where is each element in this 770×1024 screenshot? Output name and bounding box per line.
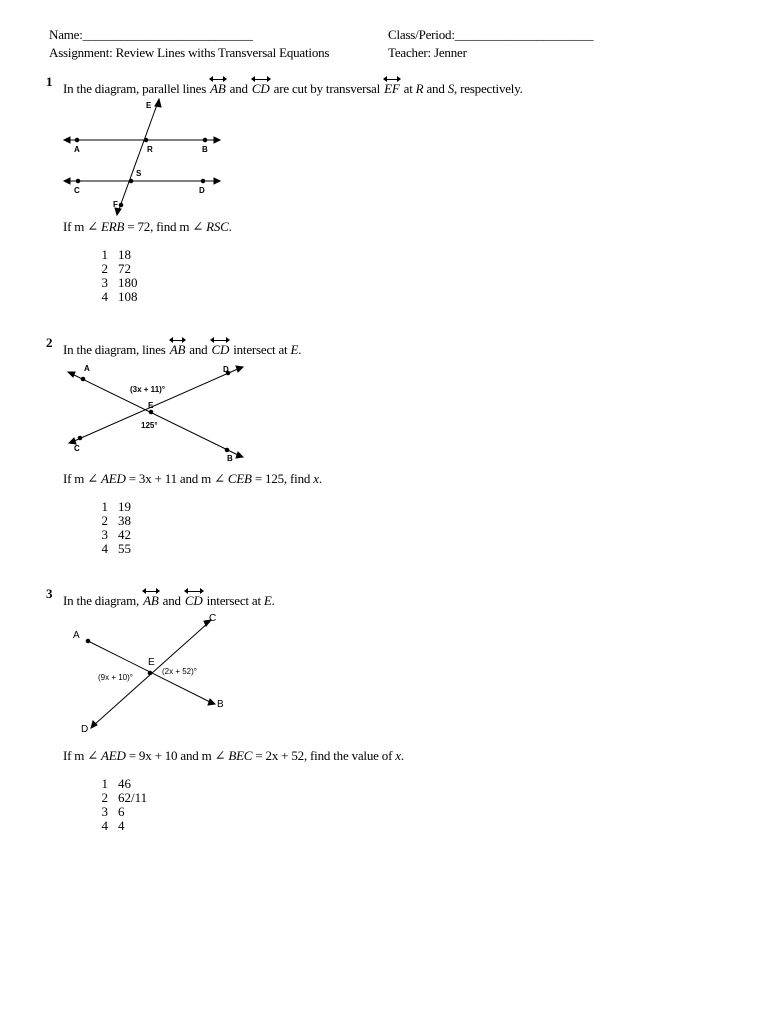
assignment-title: Assignment: Review Lines withs Transversal Equations <box>49 45 330 60</box>
point-e <box>149 410 153 414</box>
point-d <box>201 179 205 183</box>
answer-choice[interactable]: 4 4 <box>101 818 125 833</box>
label-d: D <box>223 365 229 374</box>
label-c: C <box>74 186 80 195</box>
point-c <box>76 179 80 183</box>
label-c: C <box>74 444 80 453</box>
angle-label: (3x + 11)° <box>130 385 165 394</box>
parallel-lines-diagram <box>60 98 225 216</box>
angle-label: (9x + 10)° <box>98 673 133 682</box>
point-r <box>144 138 148 142</box>
question-prompt: If m ∠ ERB = 72, find m ∠ RSC. <box>63 219 232 234</box>
label-e: E <box>148 657 155 668</box>
label-f: F <box>113 200 118 209</box>
question-prompt: If m ∠ AED = 9x + 10 and m ∠ BEC = 2x + 52, find the value of x. <box>63 748 404 763</box>
label-d: D <box>81 724 89 735</box>
class-period-blank[interactable]: ______________________ <box>454 27 594 42</box>
point-b <box>203 138 207 142</box>
point-a <box>81 377 85 381</box>
class-period-field[interactable] <box>388 27 593 43</box>
name-field[interactable] <box>49 27 253 43</box>
answer-choice[interactable]: 1 19 <box>101 499 131 514</box>
question-number: 2 <box>46 335 53 350</box>
label-b: B <box>217 699 224 710</box>
answer-choices <box>88 248 138 304</box>
name-label: Name: <box>49 27 83 42</box>
answer-choice[interactable]: 4 55 <box>101 541 131 556</box>
ray-ab: AB <box>143 590 158 609</box>
label-d: D <box>199 186 205 195</box>
ray-cd: CD <box>185 590 203 609</box>
arrowhead-right <box>214 137 220 143</box>
arrowhead-right <box>214 178 220 184</box>
question-stem: In the diagram, AB and CD intersect at E. <box>63 590 275 609</box>
answer-choices <box>88 777 147 833</box>
point-f <box>119 203 123 207</box>
answer-choice[interactable]: 1 46 <box>101 776 131 791</box>
ray-cd: CD <box>211 339 229 358</box>
arrowhead-left <box>64 178 70 184</box>
label-e: E <box>146 101 152 110</box>
ray-cd: CD <box>252 78 270 97</box>
arrowhead-left <box>64 137 70 143</box>
label-s: S <box>136 169 142 178</box>
answer-choice[interactable]: 2 62/11 <box>101 790 148 805</box>
answer-choice[interactable]: 3 6 <box>101 804 125 819</box>
answer-choice[interactable]: 1 18 <box>101 247 131 262</box>
ray-ef: EF <box>384 78 399 97</box>
teacher-name: Teacher: Jenner <box>388 45 467 60</box>
question-number: 1 <box>46 74 53 89</box>
question-prompt: If m ∠ AED = 3x + 11 and m ∠ CEB = 125, find x. <box>63 471 322 486</box>
angle-label: 125° <box>141 421 158 430</box>
transversal-ef <box>118 102 158 212</box>
answer-choice[interactable]: 3 42 <box>101 527 131 542</box>
point-a <box>86 639 90 643</box>
question-number: 3 <box>46 586 53 601</box>
label-r: R <box>147 145 153 154</box>
answer-choices <box>88 500 131 556</box>
point-a <box>75 138 79 142</box>
arrowhead-b <box>208 699 215 705</box>
label-a: A <box>84 364 90 373</box>
point-s <box>129 179 133 183</box>
label-a: A <box>74 145 80 154</box>
question-stem: In the diagram, parallel lines AB and CD are cut by transversal EF at R and S, respectively. <box>63 78 523 97</box>
point-b <box>225 448 229 452</box>
point-c <box>78 436 82 440</box>
answer-choice[interactable]: 4 108 <box>101 289 138 304</box>
angle-label: (2x + 52)° <box>162 667 197 676</box>
label-a: A <box>73 630 80 641</box>
answer-choice[interactable]: 2 72 <box>101 261 131 276</box>
label-c: C <box>209 613 217 624</box>
arrowhead-d <box>91 721 97 728</box>
line-cd <box>72 368 240 442</box>
label-b: B <box>227 454 233 463</box>
point-e <box>148 671 152 675</box>
ray-ab: AB <box>210 78 225 97</box>
answer-choice[interactable]: 3 180 <box>101 275 138 290</box>
arrowhead-top <box>155 99 161 107</box>
label-e: E <box>148 401 154 410</box>
intersecting-lines-diagram <box>70 608 240 736</box>
arrowhead <box>236 366 243 372</box>
ray-ab: AB <box>170 339 185 358</box>
answer-choice[interactable]: 2 38 <box>101 513 131 528</box>
name-blank[interactable]: ___________________________ <box>82 27 253 42</box>
question-stem: In the diagram, lines AB and CD intersect at E. <box>63 339 301 358</box>
arrowhead <box>236 452 243 458</box>
arrowhead-bottom <box>115 208 121 215</box>
label-b: B <box>202 145 208 154</box>
arrowhead <box>68 372 75 377</box>
intersecting-lines-diagram <box>60 360 250 465</box>
class-period-label: Class/Period: <box>388 27 455 42</box>
